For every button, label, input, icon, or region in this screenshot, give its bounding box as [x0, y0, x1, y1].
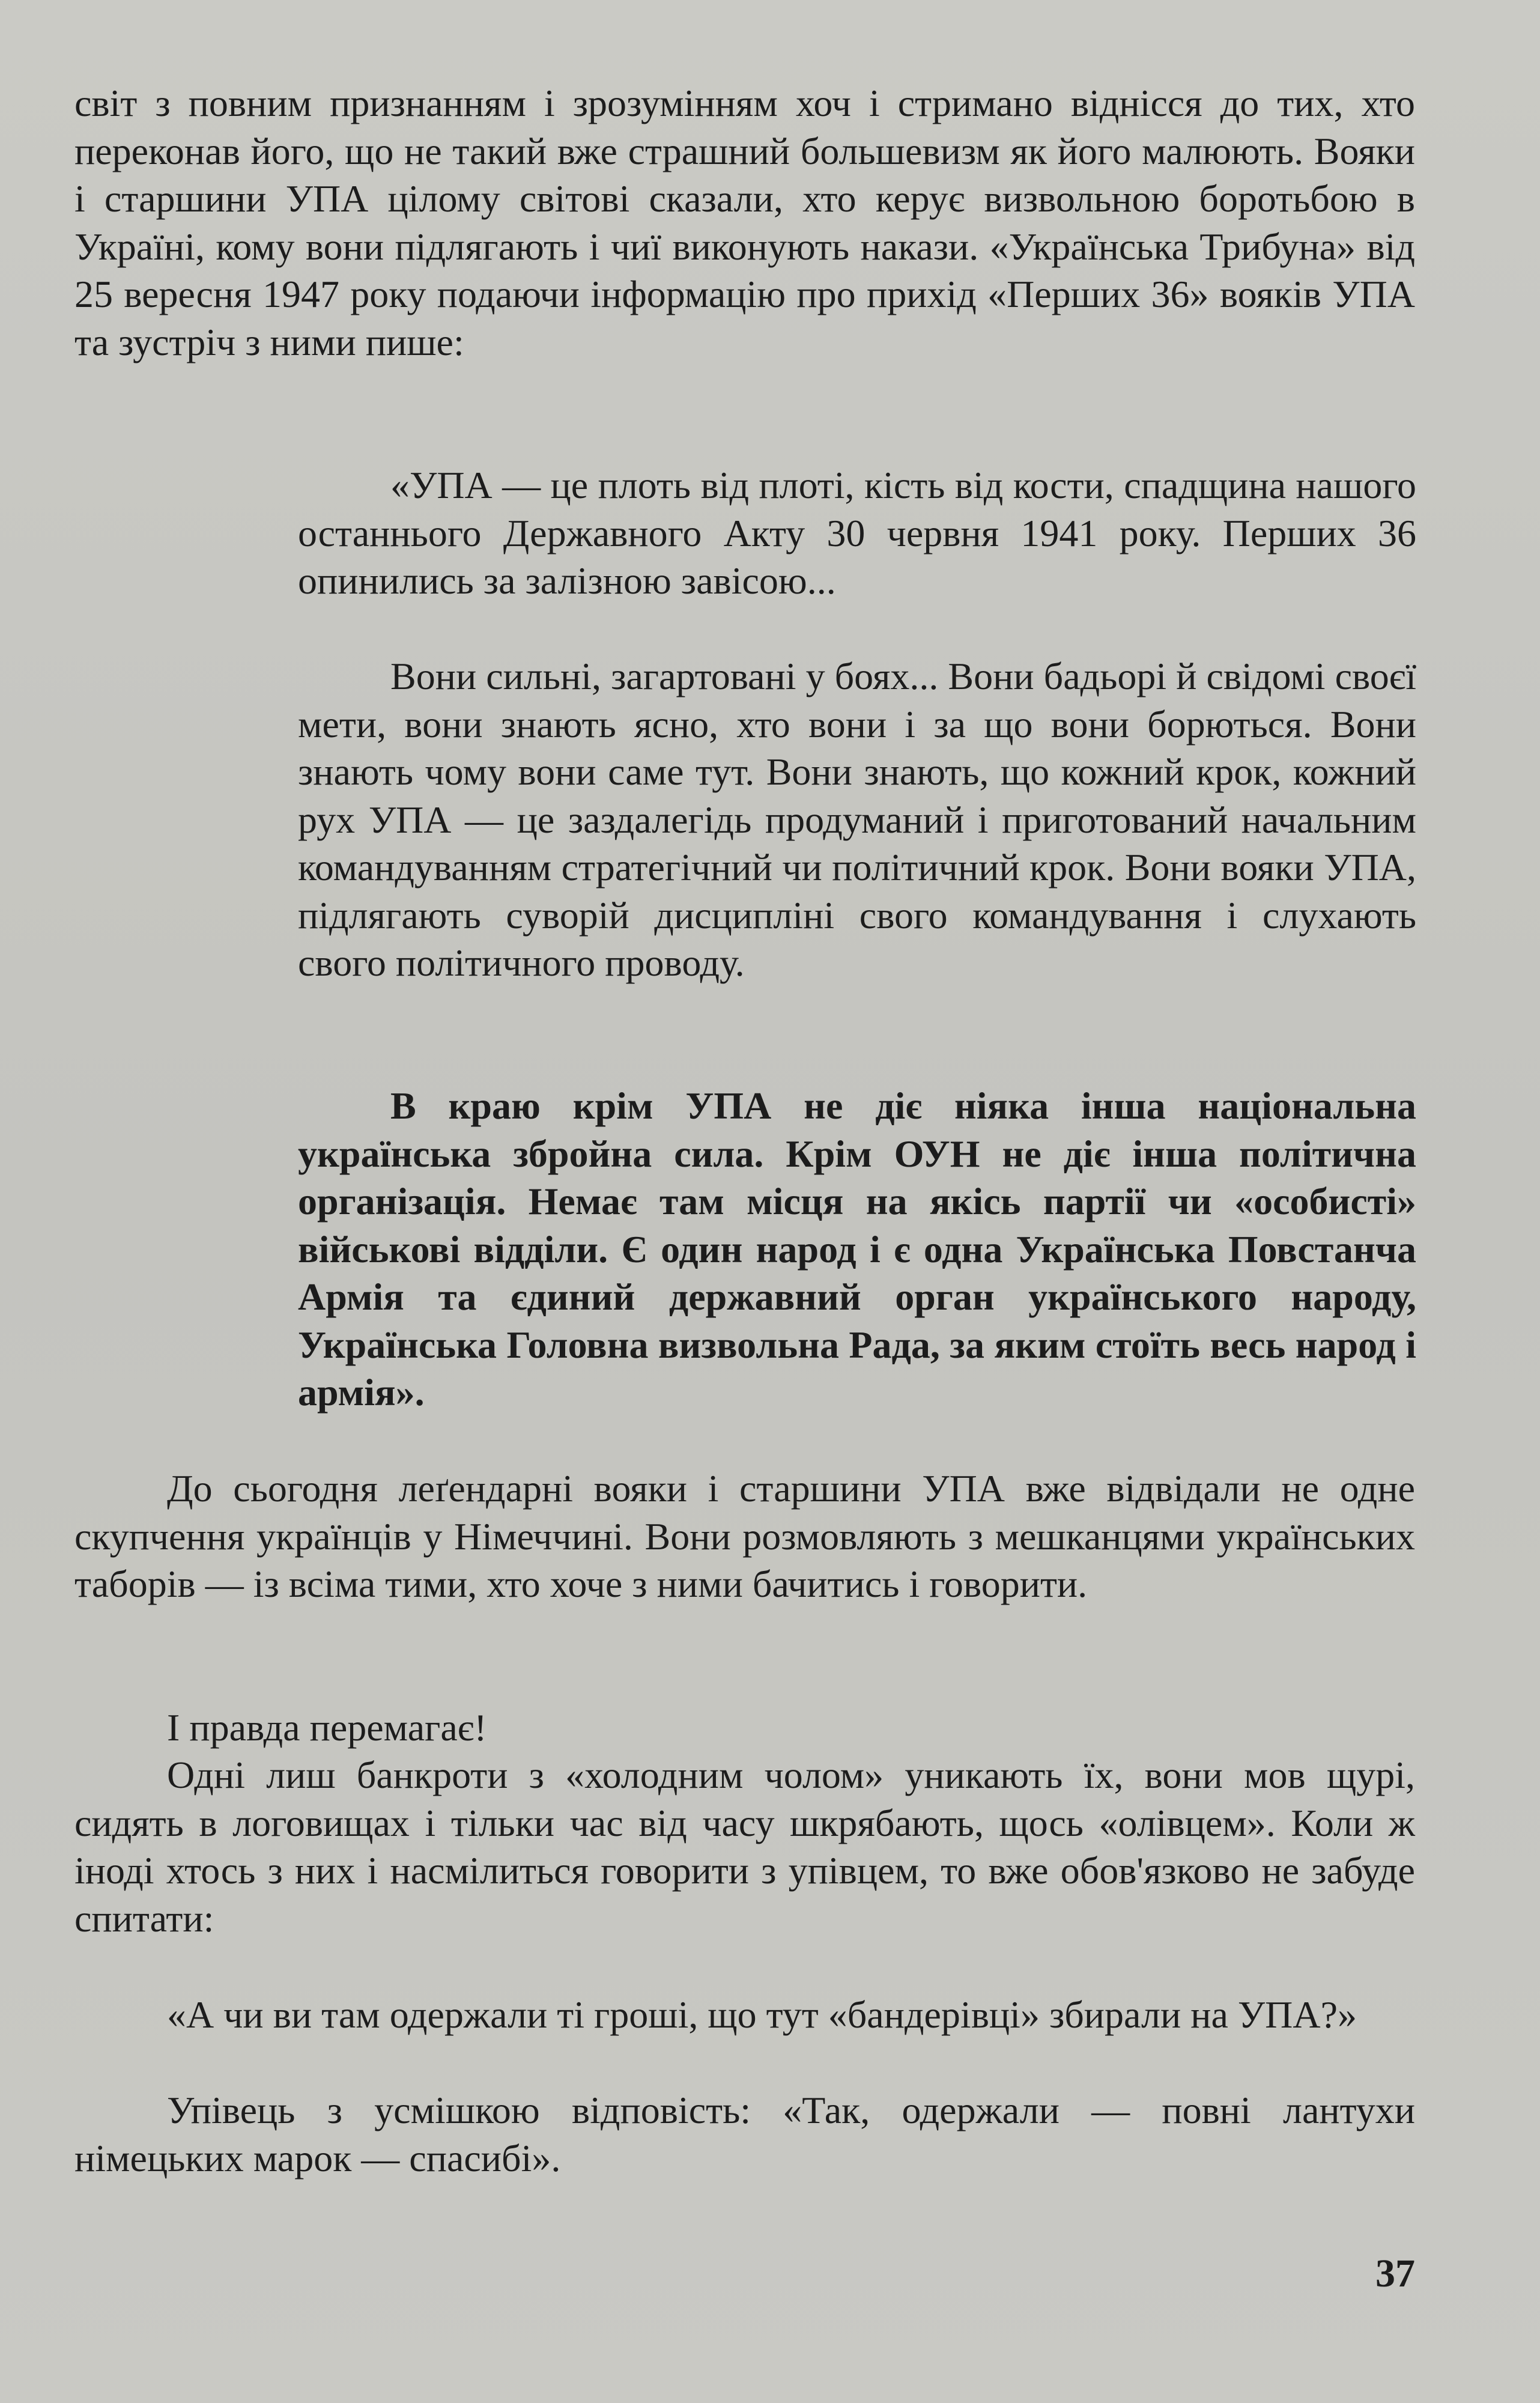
quote-paragraph-bold: В краю крім УПА не діє ніяка інша національна українська збройна сила. Крім ОУН не діє інша політична організація. Немає там місця на якісь партії чи «особисті» військові відділи. Є один народ і є одна Українська Повстанча Армія та єдиний державний орган українського народу, Українська Головна визвольна Рада, за яким стоїть весь народ і армія».: [298, 1084, 1416, 1414]
paragraph-legendary-soldiers: До сьогодня леґендарні вояки і старшини УПА вже відвідали не одне скупчення українців у Німеччині. Вони розмовляють з мешканцями українських таборів — із всіма тими, хто хоче з ними бачитись і говорити.: [74, 1467, 1415, 1605]
page-number: 37: [1375, 2252, 1415, 2295]
quote-paragraph-2: Вони сильні, загартовані у боях... Вони бадьорі й свідомі своєї мети, вони знають ясно, хто вони і за що вони борються. Вони знають чому вони саме тут. Вони знають, що кожний крок, кожний рух УПА — це заздалегідь продуманий і приготований начальним командуванням стратегічний чи політичний крок. Вони вояки УПА, підлягають суворій дисципліні свого командування і слухають свого політичного проводу.: [298, 655, 1416, 984]
paragraph-bankrupts: Одні лиш банкроти з «холодним чолом» уникають їх, вони мов щурі, сидять в логовищах і тільки час від часу шкрябають, щось «олівцем». Коли ж іноді хтось з них і насмілиться говорити з упівцем, то вже обов'язково не забуде спитати:: [74, 1754, 1415, 1940]
paragraph-intro: світ з повним признанням і зрозумінням хоч і стримано віднісся до тих, хто переконав його, що не такий вже страшний большевизм як його малюють. Вояки і старшини УПА цілому світові сказали, хто керує визвольною боротьбою в Україні, кому вони підлягають і чиї виконують накази. «Українська Трибуна» від 25 вересня 1947 року подаючи інформацію про прихід «Перших 36» вояків УПА та зустріч з ними пише:: [74, 82, 1415, 363]
paragraph-question: «А чи ви там одержали ті гроші, що тут «бандерівці» збирали на УПА?»: [167, 1993, 1357, 2036]
quote-paragraph-1: «УПА — це плоть від плоті, кість від кости, спадщина нашого останнього Державного Акту 30 червня 1941 року. Перших 36 опинились за залізною завісою...: [298, 464, 1416, 602]
paragraph-answer: Упівець з усмішкою відповість: «Так, одержали — повні лантухи німецьких марок — спасибі».: [74, 2089, 1415, 2180]
paragraph-truth-wins: І правда перемагає!: [167, 1706, 487, 1749]
